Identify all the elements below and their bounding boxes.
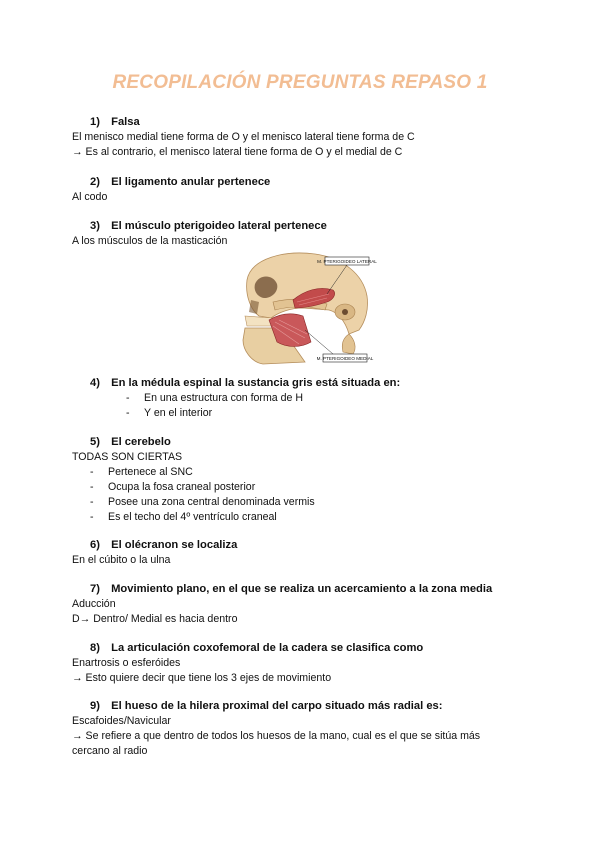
skull-pterygoid-illustration	[233, 250, 377, 367]
answer-line: → Se refiere a que dentro de todos los huesos de la mano, cual es el que se sitúa más	[72, 730, 481, 742]
answer-line: D→ Dentro/ Medial es hacia dentro	[72, 613, 238, 625]
list-item-text: Es el techo del 4º ventrículo craneal	[108, 511, 277, 523]
question-number: 4)	[90, 377, 100, 389]
question-number: 9)	[90, 700, 100, 712]
question-text: El olécranon se localiza	[111, 539, 238, 551]
list-item-text: Posee una zona central denominada vermis	[108, 496, 315, 508]
answer-line: Aducción	[72, 598, 116, 610]
question-text: El cerebelo	[111, 436, 171, 448]
question-number: 6)	[90, 539, 100, 551]
list-dash: -	[90, 496, 94, 508]
question-text: Movimiento plano, en el que se realiza un acercamiento a la zona media	[111, 583, 493, 595]
question-4	[90, 377, 400, 389]
answer-line: Al codo	[72, 191, 108, 203]
question-6	[90, 539, 237, 551]
question-2	[90, 176, 270, 188]
answer-line: → Es al contrario, el menisco lateral tiene forma de O y el medial de C	[72, 146, 403, 158]
list-item-text: Y en el interior	[144, 407, 213, 419]
question-number: 3)	[90, 220, 100, 232]
list-item-text: En una estructura con forma de H	[144, 392, 303, 404]
answer-line: El menisco medial tiene forma de O y el menisco lateral tiene forma de C	[72, 131, 415, 143]
answer-line: Enartrosis o esferóides	[72, 657, 181, 669]
answer-line: TODAS SON CIERTAS	[72, 451, 183, 463]
list-dash: -	[90, 481, 94, 493]
label-medial-pterygoid: M. PTERIGOIDEO MEDIAL	[316, 356, 374, 361]
list-item-text: Ocupa la fosa craneal posterior	[108, 481, 256, 493]
question-number: 7)	[90, 583, 100, 595]
question-number: 1)	[90, 116, 100, 128]
question-3	[90, 220, 327, 232]
question-8	[90, 642, 423, 654]
list-item-text: Pertenece al SNC	[108, 466, 193, 478]
question-7	[90, 583, 492, 595]
question-text: En la médula espinal la sustancia gris está situada en:	[111, 377, 401, 389]
list-dash: -	[90, 466, 94, 478]
question-number: 2)	[90, 176, 100, 188]
question-text: Falsa	[111, 116, 140, 128]
list-dash: -	[90, 511, 94, 523]
list-dash: -	[126, 392, 130, 404]
answer-line: En el cúbito o la ulna	[72, 554, 171, 566]
answer-line: → Esto quiere decir que tiene los 3 ejes de movimiento	[72, 672, 332, 684]
answer-line: A los músculos de la masticación	[72, 235, 228, 247]
question-5	[90, 436, 171, 448]
answer-line: cercano al radio	[72, 745, 148, 757]
page-title: RECOPILACIÓN PREGUNTAS REPASO 1	[112, 72, 488, 93]
question-text: La articulación coxofemoral de la cadera se clasifica como	[111, 642, 424, 654]
question-number: 8)	[90, 642, 100, 654]
question-text: El ligamento anular pertenece	[111, 176, 271, 188]
question-1	[90, 116, 140, 128]
question-9	[90, 700, 443, 712]
label-lateral-pterygoid: M. PTERIGOIDEO LATERAL	[317, 259, 377, 264]
list-dash: -	[126, 407, 130, 419]
question-text: El hueso de la hilera proximal del carpo situado más radial es:	[111, 700, 443, 712]
ear-canal	[342, 309, 348, 315]
question-text: El músculo pterigoideo lateral pertenece	[111, 220, 327, 232]
answer-line: Escafoides/Navicular	[72, 715, 171, 727]
question-number: 5)	[90, 436, 100, 448]
skull-illustration-svg	[233, 250, 377, 367]
